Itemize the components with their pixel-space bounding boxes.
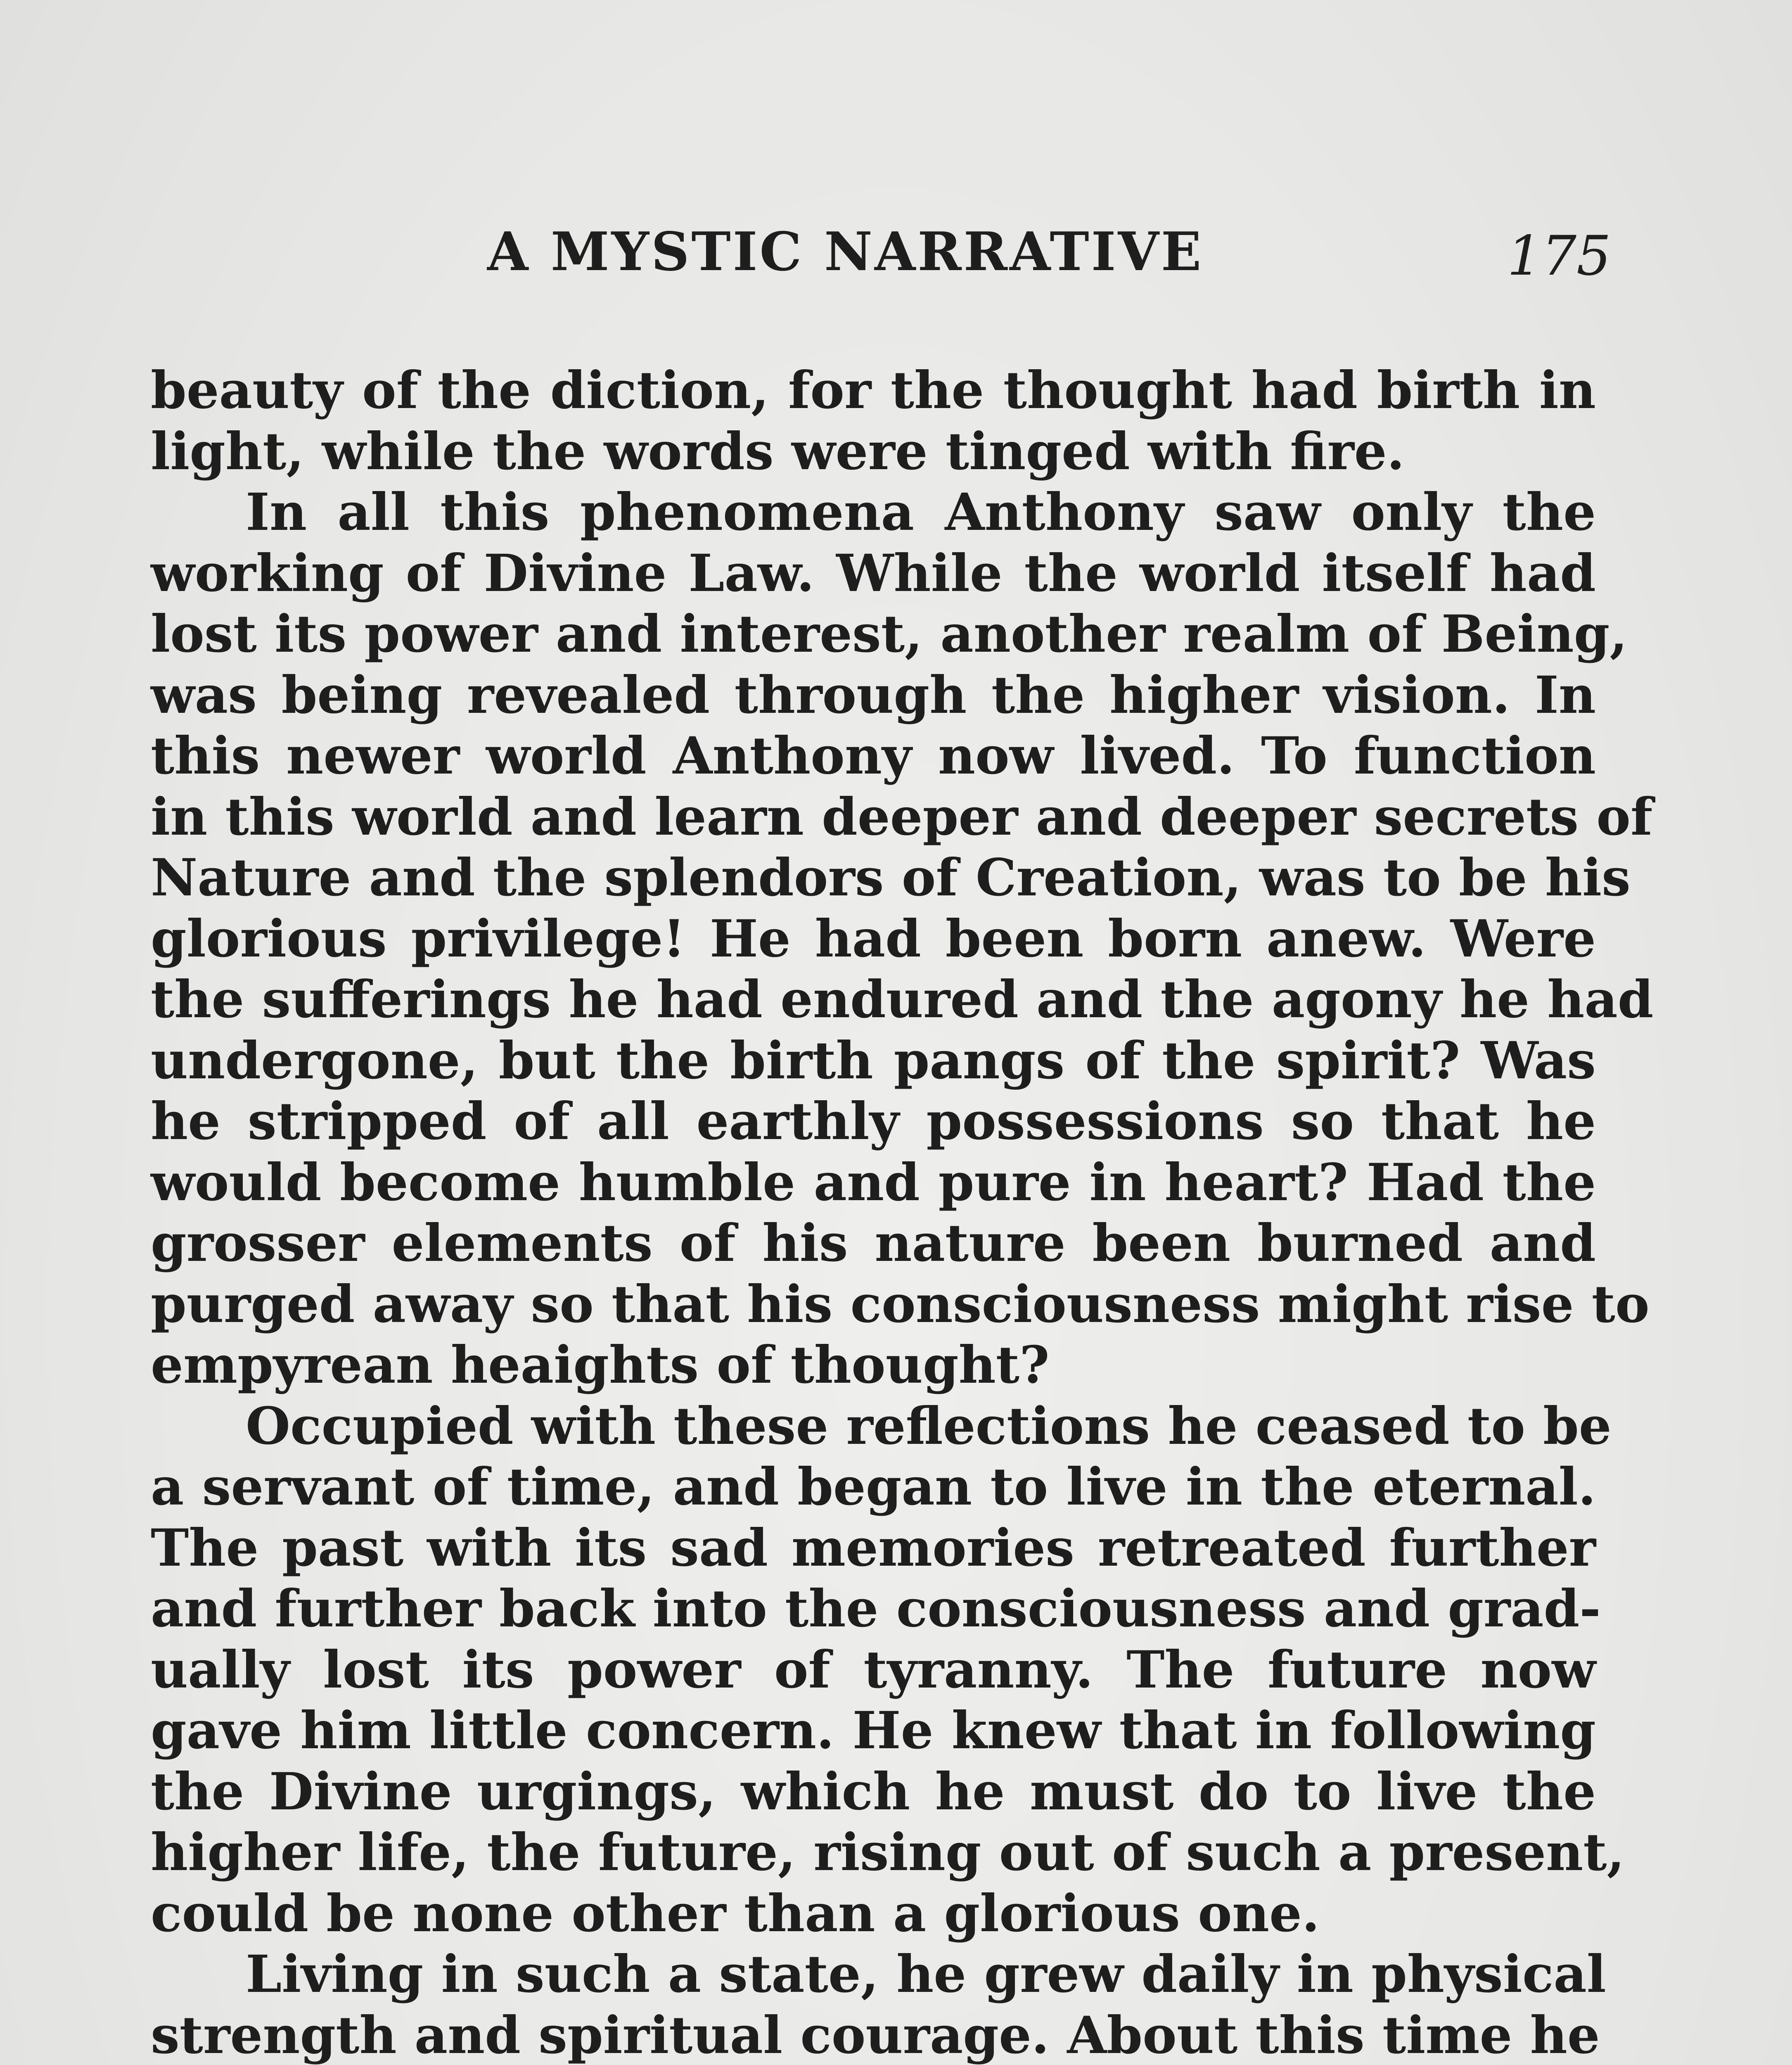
text-line: purged away so that his consciousness might rise to bbox=[151, 1274, 1650, 1334]
text-line: beauty of the diction, for the thought had birth in bbox=[151, 361, 1596, 420]
text-line: he stripped of all earthly possessions so that he bbox=[151, 1092, 1596, 1151]
text-line: empyrean heaights of thought? bbox=[151, 1335, 1050, 1395]
text-line: light, while the words were tinged with fire. bbox=[151, 421, 1405, 482]
text-line: in this world and learn deeper and deeper secrets of bbox=[151, 787, 1653, 847]
text-line: working of Divine Law. While the world itself had bbox=[151, 543, 1596, 603]
page-number: 175 bbox=[1507, 224, 1611, 288]
text-line: a servant of time, and began to live in the eternal. bbox=[151, 1457, 1596, 1517]
text-line: glorious privilege! He had been born anew. Were bbox=[151, 909, 1596, 969]
text-line: and further back into the consciousness and grad- bbox=[151, 1579, 1601, 1639]
text-line: Nature and the splendors of Creation, was to be his bbox=[151, 848, 1631, 908]
text-line: this newer world Anthony now lived. To function bbox=[151, 726, 1596, 786]
text-line: the Divine urgings, which he must do to live the bbox=[151, 1761, 1596, 1822]
text-line: could be none other than a glorious one. bbox=[151, 1883, 1320, 1944]
text-line: Living in such a state, he grew daily in physical bbox=[246, 1944, 1606, 2004]
text-line: gave him little concern. He knew that in following bbox=[151, 1701, 1596, 1761]
text-line: In all this phenomena Anthony saw only the bbox=[246, 482, 1596, 542]
text-line: was being revealed through the higher vision. In bbox=[151, 665, 1596, 725]
text-line: ually lost its power of tyranny. The future now bbox=[151, 1640, 1596, 1700]
text-line: would become humble and pure in heart? Had the bbox=[151, 1152, 1596, 1213]
text-line: grosser elements of his nature been burned and bbox=[151, 1213, 1596, 1273]
text-line: the sufferings he had endured and the agony he had bbox=[151, 970, 1654, 1030]
text-line: higher life, the future, rising out of such a present, bbox=[151, 1823, 1625, 1882]
running-head-title: A MYSTIC NARRATIVE bbox=[487, 221, 1204, 283]
body-text bbox=[151, 360, 1654, 2065]
text-line: lost its power and interest, another realm of Being, bbox=[151, 604, 1628, 664]
running-head bbox=[0, 215, 1792, 297]
text-line: The past with its sad memories retreated further bbox=[151, 1518, 1596, 1578]
text-line: strength and spiritual courage. About this time he bbox=[151, 2005, 1600, 2065]
text-line: undergone, but the birth pangs of the spirit? Was bbox=[151, 1030, 1596, 1091]
text-line: Occupied with these reflections he ceased to be bbox=[246, 1396, 1612, 1456]
